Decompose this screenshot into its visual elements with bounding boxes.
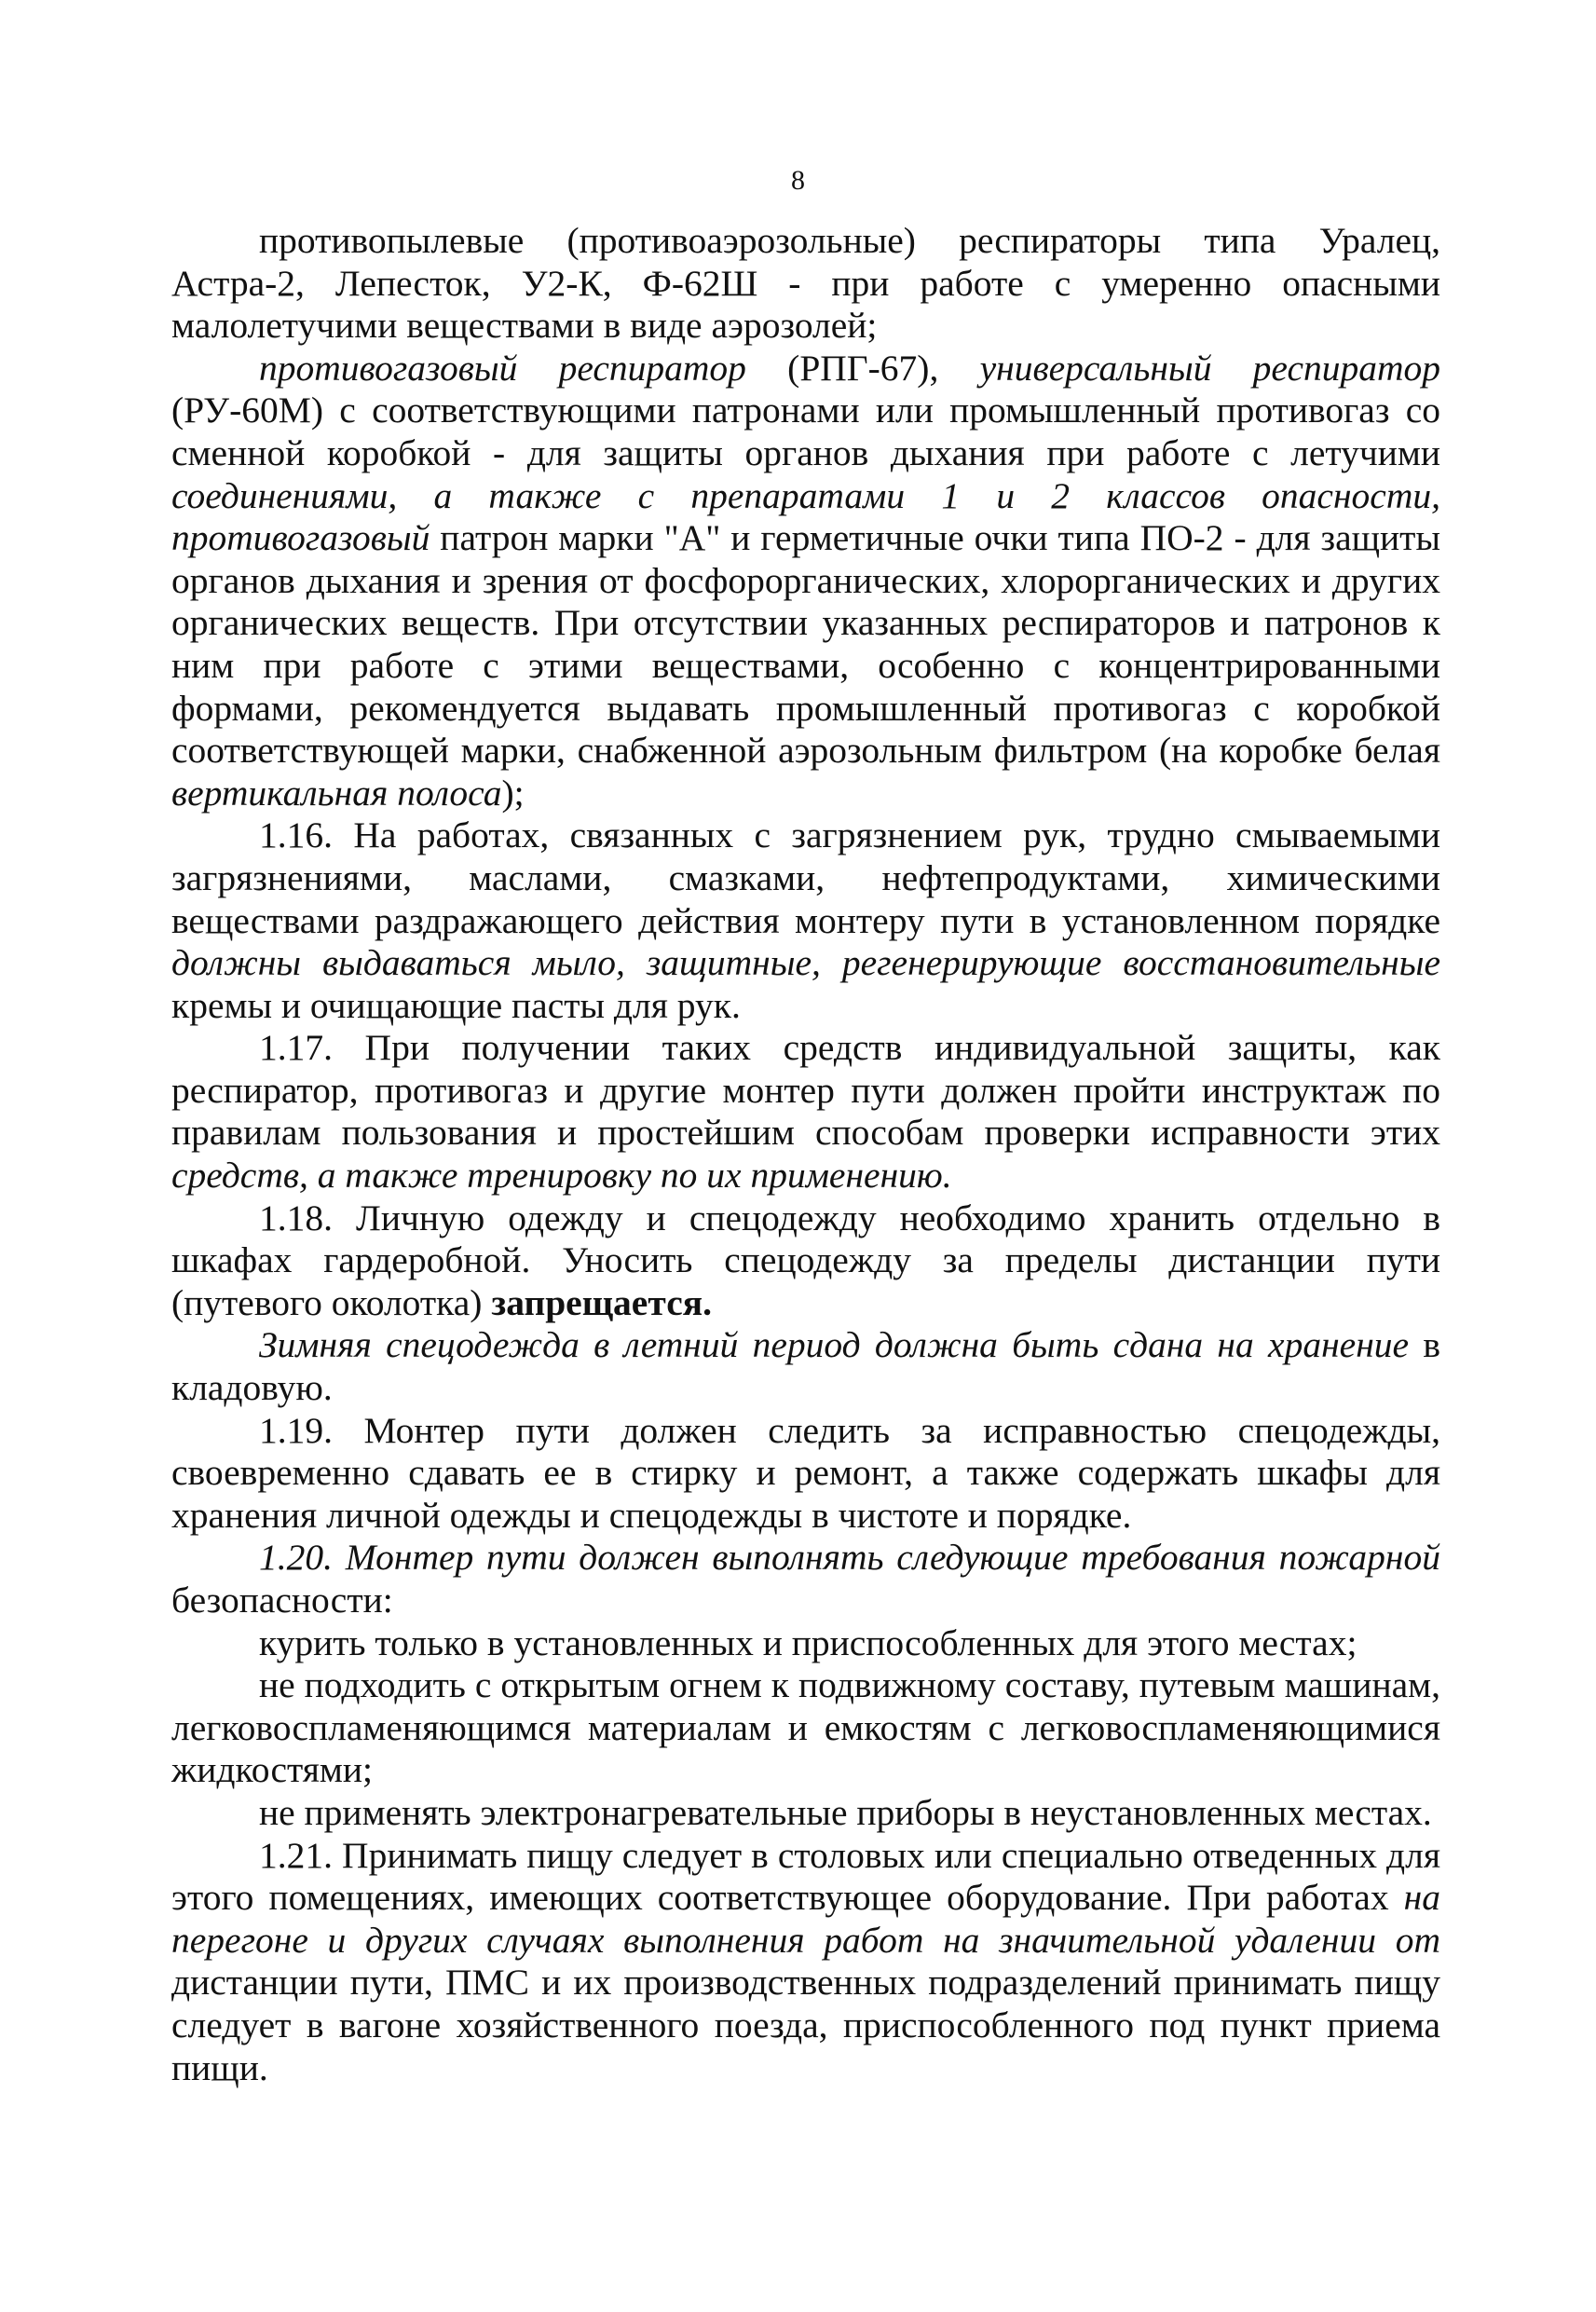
text-run: не применять электронагревательные приборы в неустановленных местах.	[259, 1791, 1432, 1833]
text-run: в кладовую.	[171, 1324, 1440, 1409]
paragraph	[171, 1664, 1440, 1792]
text-run: на перегоне и других случаях выполнения работ на значительной удалении от	[171, 1877, 1440, 1961]
text-run: противогазовый респиратор	[259, 347, 746, 389]
text-run: );	[501, 772, 525, 814]
text-run: вертикальная полоса	[171, 772, 502, 814]
page-number: 8	[791, 165, 805, 196]
text-run: 1.16. На работах, связанных с загрязнением рук, трудно смываемыми загрязнениями, маслами, смазками, нефтепродуктами, химическими веществами раздражающего действия монтеру пути в установленном порядке	[171, 814, 1440, 941]
text-run: безопасности:	[171, 1580, 393, 1621]
paragraph	[171, 1537, 1440, 1621]
text-run: универсальный респиратор	[979, 347, 1441, 389]
paragraph	[171, 1410, 1440, 1538]
text-run: 1.18. Личную одежду и спецодежду необходимо хранить отдельно в шкафах гардеробной. Уносить спецодежду за пределы дистанции пути (путевого околотка)	[171, 1197, 1440, 1323]
text-run: должны выдаваться мыло, защитные, регенерирующие восстановительные	[171, 942, 1440, 984]
paragraph	[171, 1792, 1440, 1835]
paragraph	[171, 348, 1440, 815]
text-run: дистанции пути, ПМС и их производственных подразделений принимать пищу следует в вагоне хозяйственного поезда, приспособленного под пункт приема пищи.	[171, 1962, 1440, 2088]
paragraph	[171, 1027, 1440, 1197]
text-run: соединениями, а также с препаратами 1 и 2 классов опасности, противогазовый	[171, 474, 1440, 559]
document-body	[171, 220, 1440, 2089]
text-run: (РПГ-67),	[745, 347, 980, 389]
paragraph	[171, 220, 1440, 348]
text-run: 1.21. Принимать пищу следует в столовых или специально отведенных для этого помещениях, имеющих соответствующее оборудование. При работах	[171, 1834, 1440, 1919]
text-run: средств, а также тренировку по их применению.	[171, 1155, 952, 1197]
text-run: не подходить с открытым огнем к подвижному составу, путевым машинам, легковоспламеняющимся материалам и емкостям с легковоспламеняющимися жидкостями;	[171, 1664, 1440, 1791]
text-run: 1.17. При получении таких средств индивидуальной защиты, как респиратор, противогаз и другие монтер пути должен пройти инструктаж по правилам пользования и простейшим способам проверки исправности этих	[171, 1027, 1440, 1154]
paragraph	[171, 1622, 1440, 1665]
text-run: курить только в установленных и приспособленных для этого местах;	[259, 1621, 1357, 1663]
text-run: (РУ-60М) с соответствующими патронами или промышленный противогаз со сменной коробкой - для защиты органов дыхания при работе с летучими	[171, 390, 1440, 473]
text-run: противопылевые (противоаэрозольные) респираторы типа Уралец, Астра-2, Лепесток, У2-К, Ф-62Ш - при работе с умеренно опасными малолетучими веществами в виде аэрозолей;	[171, 220, 1440, 347]
text-run: патрон марки "А" и герметичные очки типа ПО-2 - для защиты органов дыхания и зрения от фосфорорганических, хлорорганических и других органических веществ. При отсутствии указанных респираторов и патронов к ним при работе с этими веществами, особенно с концентрированными формами, рекомендуется выдавать промышленный противогаз с коробкой соответствующей марки, снабженной аэрозольным фильтром (на коробке белая	[171, 517, 1440, 772]
text-run: запрещается.	[491, 1281, 712, 1323]
text-run: 1.20. Монтер пути должен выполнять следующие требования пожарной	[259, 1537, 1440, 1579]
paragraph	[171, 814, 1440, 1027]
paragraph	[171, 1324, 1440, 1409]
paragraph	[171, 1197, 1440, 1325]
text-run: кремы и очищающие пасты для рук.	[171, 984, 741, 1026]
text-run: Зимняя спецодежда в летний период должна быть сдана на хранение	[259, 1324, 1410, 1366]
text-run: 1.19. Монтер пути должен следить за исправностью спецодежды, своевременно сдавать ее в стирку и ремонт, а также содержать шкафы для хранения личной одежды и спецодежды в чистоте и порядке.	[171, 1409, 1440, 1536]
paragraph	[171, 1835, 1440, 2090]
